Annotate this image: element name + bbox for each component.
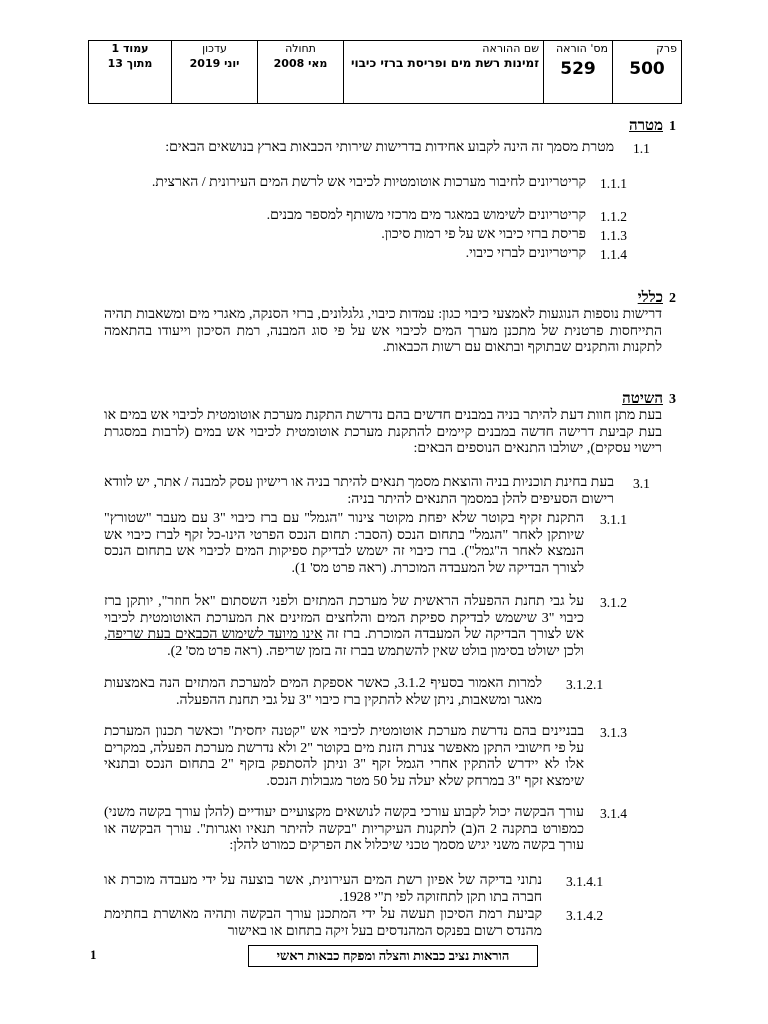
item-1-1-1-number: 1.1.1 [600,176,627,191]
instruction-number-value: 529 [560,59,596,79]
para-3-1-2-part-a: על גבי תחנת ההפעלה הראשית של מערכת המתזים ולפני השסתום "אל חוזר", יותקן ברז כיבוי "3 שישמש לבדיקת ספיקת המים והלחצים המזינים את המערכת האוטומטית לכיבוי אש לצורך הבדיקה של המעבדה המוכרת. ברז זה [104,594,584,642]
para-3-1-4-1-number: 3.1.4.1 [566,874,604,889]
item-1-1-4-number: 1.1.4 [600,247,627,262]
section-3-title: השיטה [622,391,663,407]
item-1-1-1: קריטריונים לחיבור מערכות אוטומטיות לכיבוי אש לרשת המים העירונית / הארצית. [151,175,586,190]
update-date-cell [172,41,258,104]
para-3-1-4: עורך הבקשה יכול לקבוע עורכי בקשה לנושאים מקצועיים יעודיים (להלן עורך בקשה משני) כמפורט בתקנה 2 ה(ב) לתקנות העיקריות "בקשה להיתר תנאיו ואגרות". עורך הבקשה או עורך בקשה משני יגיש מסמך טכני שיכלול את הפרקים כמורט להלן: [104,805,584,853]
instruction-name-label: שם ההוראה [482,42,539,55]
para-1-1: מטרת מסמך זה הינה לקבוע אחידות בדרישות שירותי הכבאות בארץ בנושאים הבאים: [165,140,614,155]
footer-authority-box: הוראות נציב כבאות והצלה ומפקח כבאות ראשי [248,945,538,967]
para-3-1-3-number: 3.1.3 [600,725,627,740]
document-header-table [88,40,682,104]
page-count-cell [89,41,172,104]
item-1-1-2-number: 1.1.2 [600,209,627,224]
instruction-name-value: זמינות רשת מים ופריסת ברזי כיבוי [350,56,539,70]
section-3-number: 3 [669,392,676,407]
para-3-1: בעת בחינת תוכניות בניה והוצאת מסמך תנאים להיתר בניה או רישיון עסק למבנה / אתר, יש לוודא רישום הסעיפים להלן במסמך התנאים להיתר בניה: [104,475,614,507]
para-1-1-number: 1.1 [633,141,650,156]
update-date-label: עדכון [202,42,227,55]
para-3-1-number: 3.1 [633,476,650,491]
instruction-number-label: מס' הוראה [555,42,608,55]
item-1-1-2: קריטריונים לשימוש במאגר מים מרכזי משותף למספר מבנים. [266,208,586,223]
section-1-title: מטרה [629,118,663,134]
chapter-label: פרק [656,42,677,55]
para-3-1-4-1: נתוני בדיקה של אפיון רשת המים העירונית, אשר בוצעה על ידי מעבדה מוכרת או חברה בתו תקן לתחזוקה לפי ת"י 1928. [104,873,542,905]
chapter-value: 500 [629,59,665,79]
section-2-paragraph: דרישות נוספות הנוגעות לאמצעי כיבוי כגון: עמדות כיבוי, גלגלונים, ברזי הסנקה, מאגרי מים ומשאבות תהיה התייחסות פרטנית של מתכנן מערך המים לכיבוי אש על פי סוג המבנה, רמת הסיכון וייעודו בהתאמה לתקנות והתקנים שבתוקף ובתאום עם רשות הכבאות. [104,307,662,355]
footer-page-number: 1 [90,947,97,962]
section-2-title: כללי [637,290,663,306]
para-3-1-2-part-b: , ולכן ישולט בסימון בולט שאין להשתמש בברז זה בזמן שריפה. (ראה פרט מס' 2). [104,627,584,659]
para-3-1-2-underlined-warning: אינו מיועד לשימוש הכבאים בעת שריפה [107,627,323,642]
page-count-label: עמוד 1 [111,42,149,55]
item-1-1-3-number: 1.1.3 [600,228,627,243]
instruction-number-cell [544,41,613,104]
para-3-1-1: התקנת זקיף בקוטר שלא יפחת מקוטר צינור "הגמל" עם ברז כיבוי "3 עם מעבר "שטורץ" שיותקן לאחר "הגמל" בתחום הנכס (הסבר: תחום הנכס הפרטי הינו-כל זקף לברז כיבוי אש הנמצא לאחר ה"גמל"). ברז כיבוי זה ישמש לבדיקת ספיקות המים לכיבוי אש בתחום הנכס לצורך הבדיקה של המעבדה המוכרת. (ראה פרט מס' 1). [104,511,584,576]
page-count-value: מתוך 13 [107,57,153,70]
item-1-1-3: פריסת ברזי כיבוי אש על פי רמות סיכון. [381,227,586,242]
instruction-name-cell [344,41,544,104]
chapter-cell [613,41,682,104]
para-3-1-4-number: 3.1.4 [600,806,627,821]
para-3-1-3: בבניינים בהם נדרשת מערכת אוטומטית לכיבוי אש "קטנה יחסית" וכאשר תכנון המערכת על פי חישובי התקן מאפשר צנרת הזנת מים בקוטר "2 ולא נדרשת מערכת הפעלה, במקרים אלו לא יידרש להתקין אחרי הגמל זקף "3 וניתן להסתפק בזקף "2 בתחום הנכס ובתנאי שימצא זקף "3 במרחק שלא יעלה על 50 מטר מגבולות הנכס. [104,724,585,789]
effective-date-label: תחולה [285,42,316,55]
effective-date-cell [258,41,344,104]
section-1-number: 1 [669,119,676,134]
para-3-1-4-2-number: 3.1.4.2 [566,908,604,923]
item-1-1-4: קריטריונים לברזי כיבוי. [465,246,586,261]
section-3-intro: בעת מתן חוות דעת להיתר בניה במבנים חדשים בהם נדרשת התקנת מערכת אוטומטית לכיבוי אש במים או בעת קביעת דרישה חדשה במבנים קיימים להתקנת מערכת אוטומטית לכיבוי אש במים (לרבות במסגרת רישוי עסקים), ישולבו התנאים הנוספים הבאים: [104,408,662,456]
para-3-1-1-number: 3.1.1 [600,512,627,527]
section-2-number: 2 [669,291,676,306]
effective-date-value: מאי 2008 [273,57,328,70]
para-3-1-4-2: קביעת רמת הסיכון תעשה על ידי המתכנן עורך הבקשה ותהיה מאושרת בחתימת מהנדס רשום בפנקס המהנדסים בעל זיקה בתחום או באישור [104,907,542,939]
para-3-1-2-1-number: 3.1.2.1 [566,677,604,692]
update-date-value: יוני 2019 [189,57,240,70]
para-3-1-2-1: למרות האמור בסעיף 3.1.2, כאשר אספקת המים למערכת המתזים הנה באמצעות מאגר ומשאבות, ניתן שלא להתקין ברז כיבוי "3 על גבי תחנת ההפעלה. [104,676,542,708]
para-3-1-2 [104,594,584,660]
para-3-1-2-number: 3.1.2 [600,595,627,610]
